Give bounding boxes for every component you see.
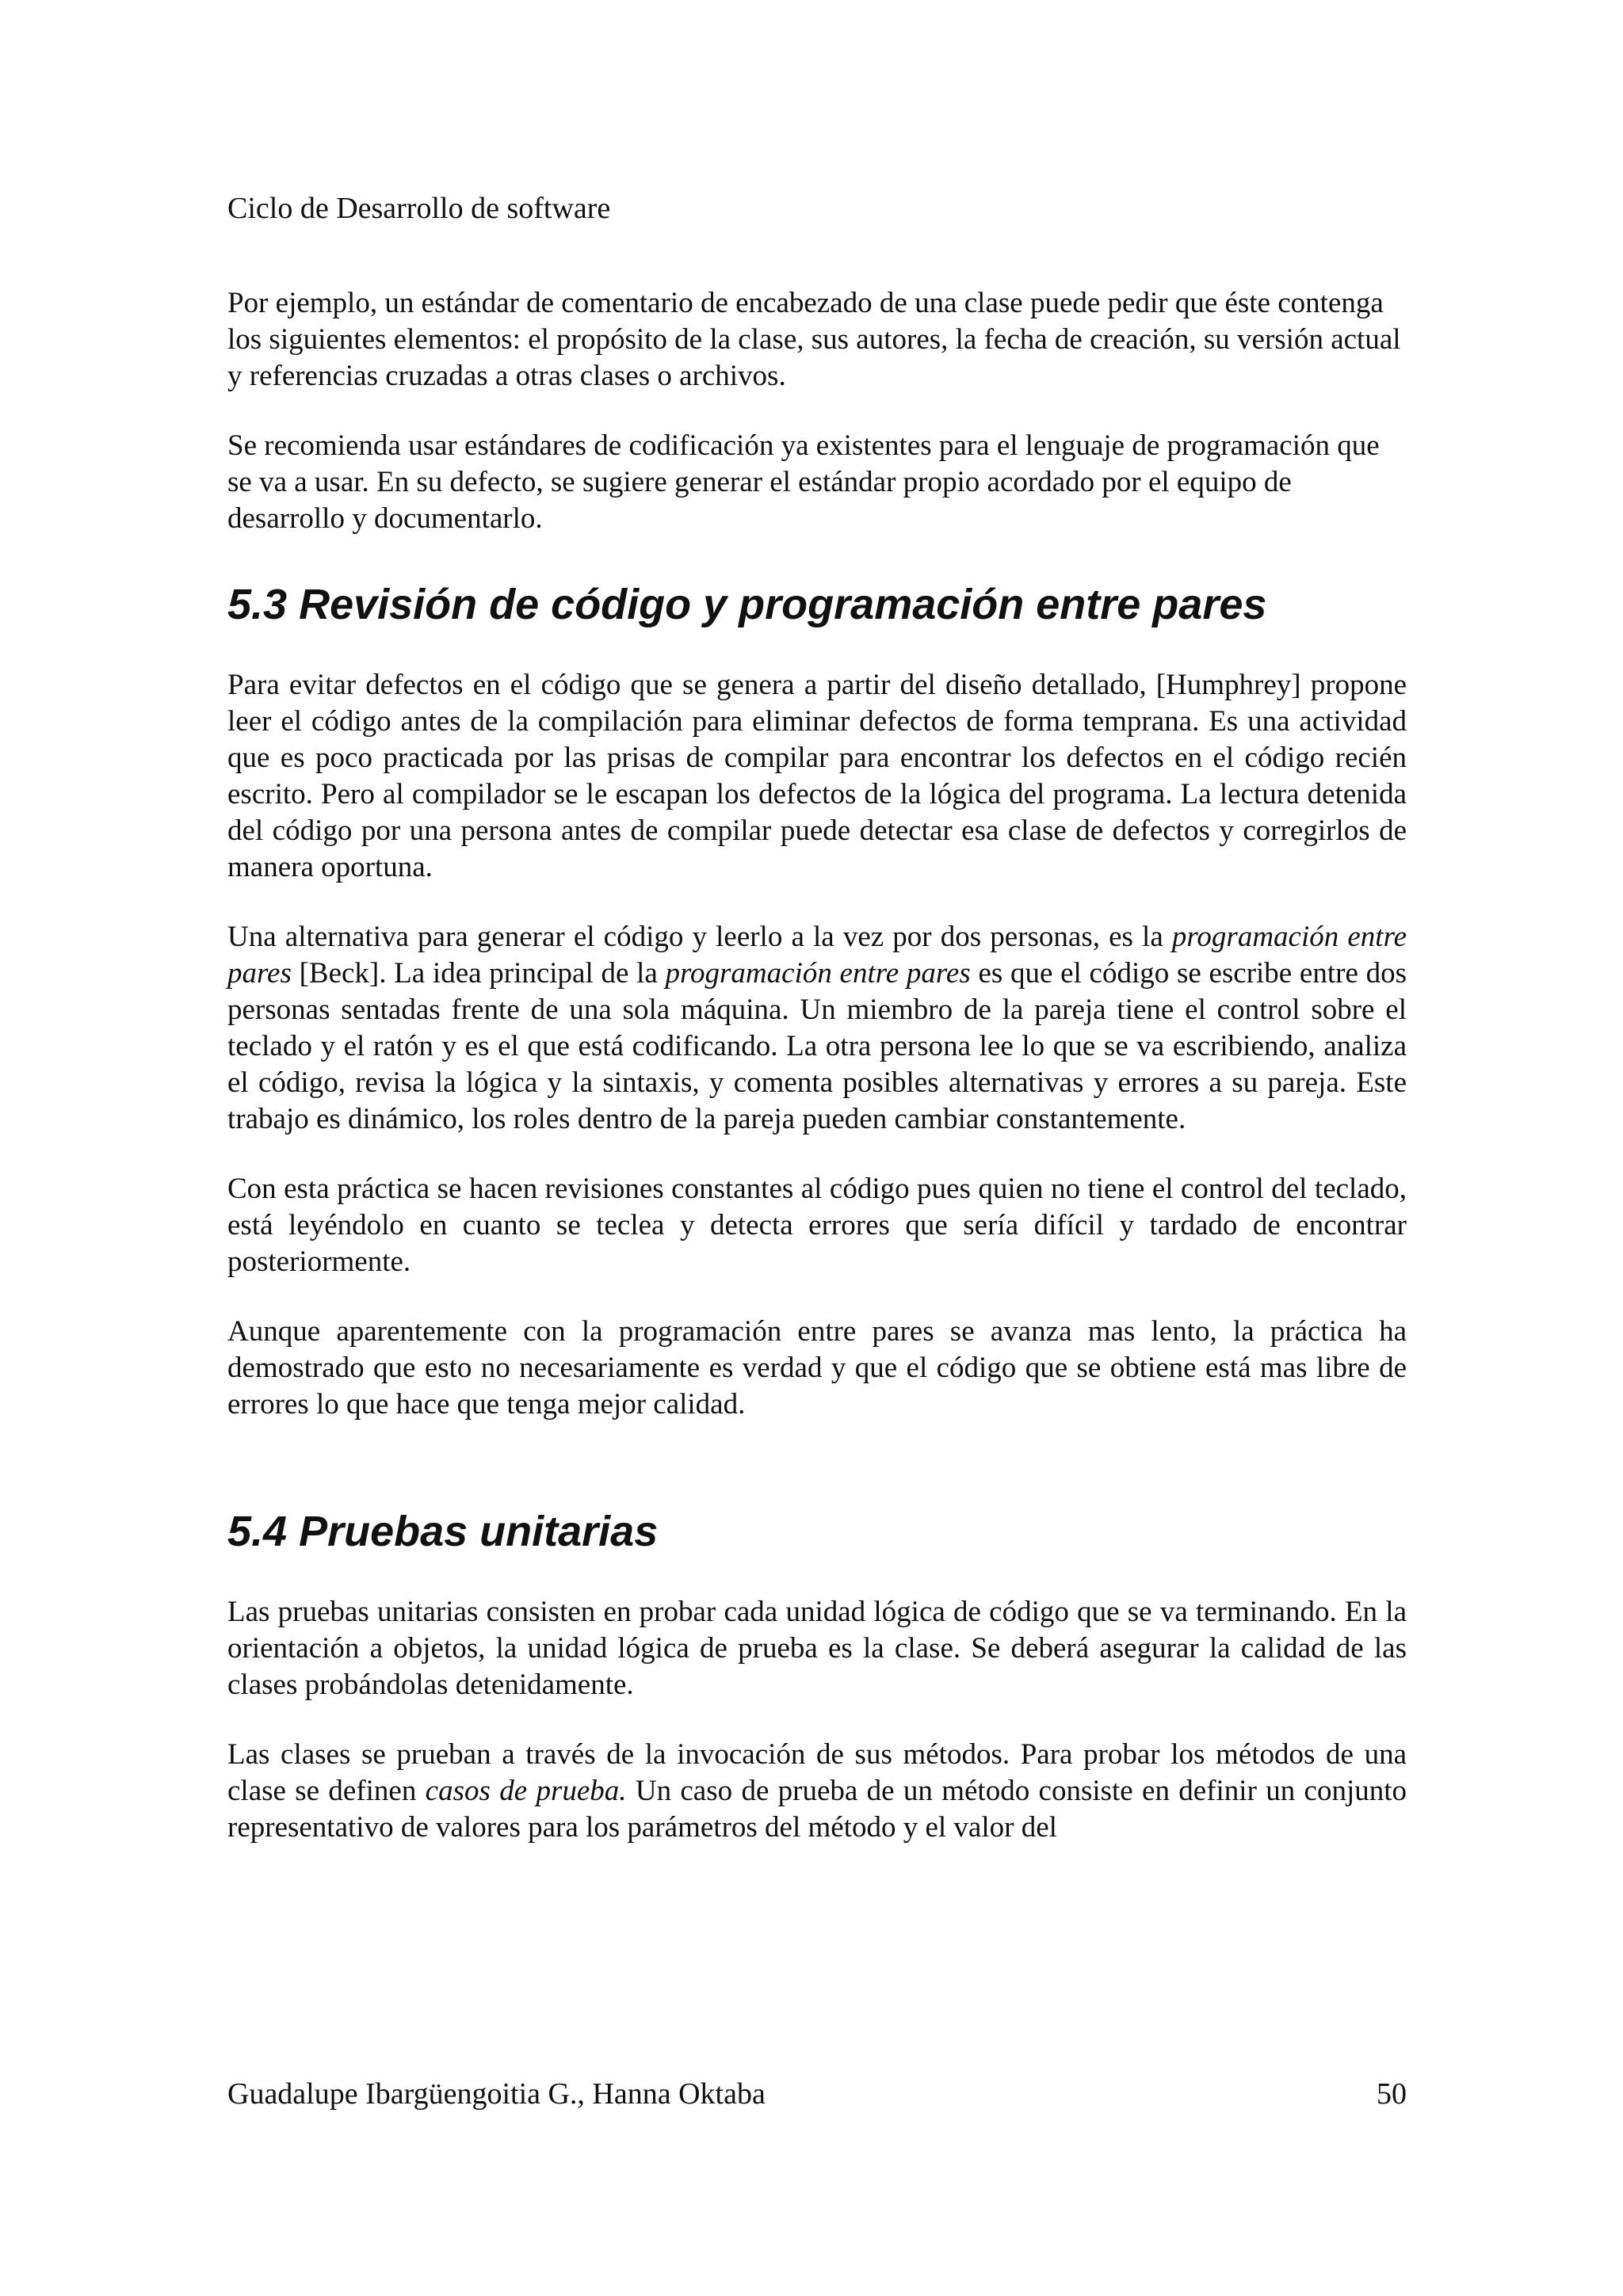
text-run: Las clases se prueban a través de la invocación de sus métodos. Para probar los métodos de una clase se definen [227, 1738, 1407, 1807]
text-run: [Beck]. La idea principal de la [291, 957, 666, 990]
footer-authors: Guadalupe Ibargüengoitia G., Hanna Oktaba [227, 2077, 766, 2111]
intro-paragraph-2: Se recomienda usar estándares de codificación ya existentes para el lenguaje de programación que se va a usar. En su defecto, se sugiere generar el estándar propio acordado por el equipo de desarrollo y documentarlo. [227, 429, 1380, 535]
document-page [227, 0, 1407, 2296]
section-5-3-paragraph-1: Para evitar defectos en el código que se genera a partir del diseño detallado, [Humphrey] propone leer el código antes de la compilación para eliminar defectos de forma temprana. Es una actividad que es poco practicada por las prisas de compilar para encontrar los defectos en el código recién escrito. Pero al compilador se le escapan los defectos de la lógica del programa. La lectura detenida del código por una persona antes de compilar puede detectar esa clase de defectos y corregirlos de manera oportuna. [227, 669, 1407, 883]
text-run: Una alternativa para generar el código y leerlo a la vez por dos personas, es la [227, 921, 1172, 953]
intro-paragraph-1: Por ejemplo, un estándar de comentario de encabezado de una clase puede pedir que éste contenga los siguientes elementos: el propósito de la clase, sus autores, la fecha de creación, su versión actual y referencias cruzadas a otras clases o archivos. [227, 287, 1401, 392]
page-number: 50 [1377, 2077, 1407, 2111]
section-5-4-paragraph-1: Las pruebas unitarias consisten en probar cada unidad lógica de código que se va terminando. En la orientación a objetos, la unidad lógica de prueba es la clase. Se deberá asegurar la calidad de las clases probándolas detenidamente. [227, 1596, 1407, 1701]
section-5-3-paragraph-3: Con esta práctica se hacen revisiones constantes al código pues quien no tiene el control del teclado, está leyéndolo en cuanto se teclea y detecta errores que sería difícil y tardado de encontrar posteriormente. [227, 1173, 1407, 1278]
running-header: Ciclo de Desarrollo de software [227, 192, 611, 225]
section-5-3-paragraph-2 [227, 919, 1407, 1138]
section-5-3-paragraph-4: Aunque aparentemente con la programación entre pares se avanza mas lento, la práctica ha demostrado que esto no necesariamente es verdad y que el código que se obtiene está mas libre de errores lo que hace que tenga mejor calidad. [227, 1315, 1407, 1421]
text-run: Un caso de prueba de un método consiste en definir un conjunto representativo de valores para los parámetros del método y el valor del [227, 1775, 1407, 1844]
section-5-4-paragraph-2 [227, 1737, 1407, 1846]
text-run: es que el código se escribe entre dos personas sentadas frente de una sola máquina. Un miembro de la pareja tiene el control sobre el teclado y el ratón y es el que está codificando. La otra persona lee lo que se va escribiendo, analiza el código, revisa la lógica y la sintaxis, y comenta posibles alternativas y errores a su pareja. Este trabajo es dinámico, los roles dentro de la pareja pueden cambiar constantemente. [227, 957, 1407, 1135]
page-footer [227, 2076, 1407, 2112]
emphasis-term: casos de prueba. [425, 1775, 627, 1807]
section-heading-5-3: 5.3 Revisión de código y programación entre pares [227, 581, 1267, 628]
page-content [227, 285, 1407, 1879]
emphasis-term: programación entre pares [227, 921, 1407, 990]
section-heading-5-4: 5.4 Pruebas unitarias [227, 1508, 659, 1555]
emphasis-term: programación entre pares [665, 957, 971, 990]
